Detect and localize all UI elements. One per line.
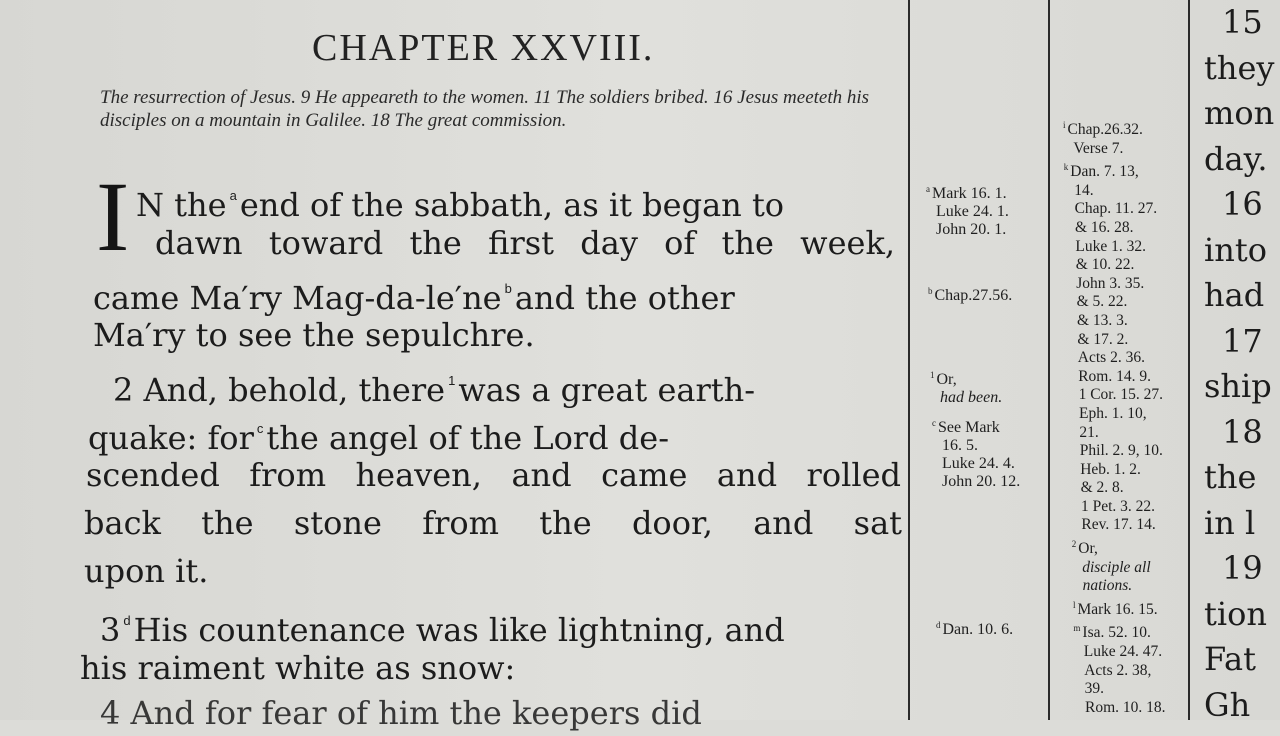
reference-line: & 2. 8. bbox=[1080, 479, 1124, 497]
ref-mark-c: c bbox=[256, 421, 264, 436]
reference-line: Phil. 2. 9, 10. bbox=[1079, 442, 1163, 460]
ref-mark-1: 1 bbox=[448, 373, 456, 388]
reference-line: Eph. 1. 10, bbox=[1079, 404, 1147, 422]
next-column-line: tion bbox=[1204, 594, 1267, 633]
next-column-line: 17 bbox=[1222, 321, 1263, 360]
verse-line: scended from heaven, and came and rolled bbox=[86, 456, 901, 494]
next-column-line: ship bbox=[1204, 367, 1272, 405]
verse-line: dawn toward the first day of the week, bbox=[155, 224, 895, 262]
next-column-line: the bbox=[1204, 458, 1257, 496]
reference-line: $^m$ Isa. 52. 10. bbox=[1073, 623, 1151, 642]
margin-ref-1: $^1$ Or, had been. bbox=[930, 370, 1003, 406]
reference-line: John 3. 35. bbox=[1076, 274, 1145, 292]
verse-line: 2 And, behold, there $^1$was a great earth- bbox=[113, 371, 756, 409]
verse-line: back the stone from the door, and sat bbox=[84, 504, 902, 542]
margin-ref-d: $^d$ Dan. 10. 6. bbox=[936, 620, 1014, 638]
reference-line: 1 Pet. 3. 22. bbox=[1081, 497, 1156, 515]
verse-line: upon it. bbox=[84, 552, 209, 590]
reference-line: 21. bbox=[1079, 423, 1099, 441]
reference-line: & 10. 22. bbox=[1075, 256, 1135, 274]
reference-line: Rom. 10. 18. bbox=[1085, 698, 1166, 716]
verse-line: came Ma′ry Mag-da-le′ne $^b$and the other bbox=[93, 279, 735, 317]
next-column-line: 16 bbox=[1222, 185, 1263, 223]
column-rule-middle bbox=[1048, 0, 1050, 720]
next-column-line: 19 bbox=[1222, 549, 1263, 587]
reference-line: Acts 2. 36. bbox=[1077, 349, 1145, 367]
reference-line: Rev. 17. 14. bbox=[1081, 516, 1156, 534]
reference-line: & 13. 3. bbox=[1077, 311, 1128, 329]
reference-line: $^2$ Or, bbox=[1071, 539, 1098, 558]
reference-line: 1 Cor. 15. 27. bbox=[1078, 386, 1163, 404]
verse-line: 3 $^d$His countenance was like lightning, and bbox=[100, 611, 785, 649]
right-reference-column bbox=[1055, 116, 1185, 717]
ref-mark-d: d bbox=[123, 613, 131, 628]
next-column-line: 15 bbox=[1222, 3, 1263, 41]
column-rule-left bbox=[908, 0, 910, 720]
drop-cap: I bbox=[96, 161, 130, 272]
next-column-line: they bbox=[1204, 48, 1275, 87]
reference-line: Acts 2. 38, bbox=[1084, 661, 1152, 679]
reference-line: Luke 24. 47. bbox=[1083, 643, 1163, 661]
chapter-summary: The resurrection of Jesus. 9 He appeareth to the women. 11 The soldiers bribed. 16 Jesus meeteth his disciples on a mountain in Galilee. 18 The great commission. bbox=[100, 87, 870, 131]
reference-line: $^k$ Dan. 7. 13, bbox=[1063, 162, 1139, 181]
ref-mark-b: b bbox=[504, 281, 512, 296]
reference-line: Luke 1. 32. bbox=[1075, 237, 1146, 255]
reference-line: & 5. 22. bbox=[1076, 293, 1128, 311]
reference-line: & 16. 28. bbox=[1075, 218, 1134, 236]
reference-line: Verse 7. bbox=[1073, 139, 1124, 157]
margin-ref-b: $^b$ Chap.27.56. bbox=[928, 286, 1013, 304]
reference-line: 14. bbox=[1074, 181, 1094, 199]
verse-line: his raiment white as snow: bbox=[80, 649, 516, 687]
ref-mark-a: a bbox=[229, 188, 237, 203]
column-rule-right bbox=[1188, 0, 1190, 720]
reference-line: & 17. 2. bbox=[1077, 330, 1129, 348]
chapter-title: CHAPTER XXVIII. bbox=[312, 27, 655, 69]
margin-ref-a: $^a$ Mark 16. 1. Luke 24. 1. John 20. 1. bbox=[926, 184, 1009, 238]
next-column-line: mon bbox=[1204, 94, 1275, 132]
verse-line: 4 And for fear of him the keepers did bbox=[100, 694, 702, 732]
next-column-line: into bbox=[1204, 230, 1267, 269]
reference-line: Heb. 1. 2. bbox=[1080, 460, 1141, 478]
verse-line: Ma′ry to see the sepulchre. bbox=[93, 316, 535, 354]
reference-line: $^i$ Chap.26.32. bbox=[1063, 120, 1143, 138]
reference-line: Rom. 14. 9. bbox=[1078, 367, 1151, 385]
reference-line: nations. bbox=[1082, 577, 1133, 595]
next-column-text bbox=[1204, 0, 1280, 728]
reference-line: Chap. 11. 27. bbox=[1074, 200, 1158, 218]
next-column-line: Fat bbox=[1204, 640, 1256, 678]
next-column-line: day. bbox=[1204, 139, 1268, 178]
reference-line: disciple all bbox=[1082, 558, 1151, 576]
reference-line: $^l$ Mark 16. 15. bbox=[1073, 599, 1158, 618]
verse-line: N the $^a$end of the sabbath, as it began to bbox=[136, 186, 785, 224]
margin-ref-c: $^c$ See Mark 16. 5. Luke 24. 4. John 20. 12. bbox=[932, 418, 1021, 490]
next-column-line: 18 bbox=[1222, 412, 1263, 451]
next-column-line: had bbox=[1204, 276, 1265, 314]
next-column-line: Gh bbox=[1204, 685, 1251, 724]
reference-line: 39. bbox=[1084, 680, 1104, 698]
verse-line: quake: for $^c$the angel of the Lord de- bbox=[88, 419, 670, 457]
next-column-line: in l bbox=[1204, 503, 1256, 542]
